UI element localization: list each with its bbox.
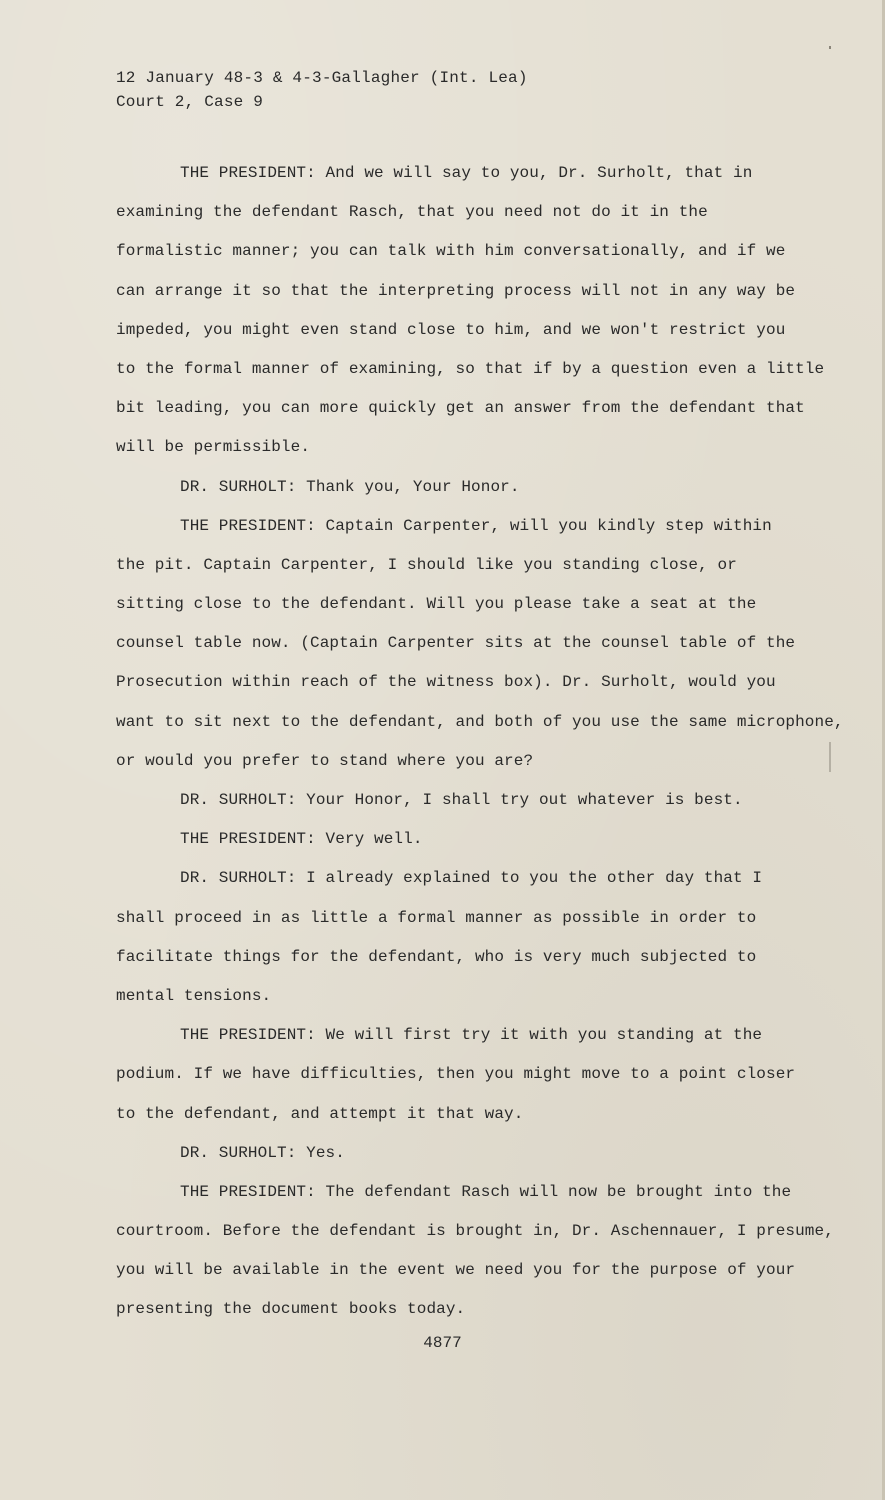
text-line: counsel table now. (Captain Carpenter sits at the counsel table of the [116,634,796,653]
text-line: mental tensions. [116,986,272,1005]
text-line: THE PRESIDENT: We will first try it with you standing at the [180,1026,763,1045]
text-line: THE PRESIDENT: Very well. [180,830,423,849]
document-header [116,66,528,114]
text-line: DR. SURHOLT: I already explained to you the other day that I [180,869,763,888]
text-line: the pit. Captain Carpenter, I should like you standing close, or [116,555,737,574]
paragraph [116,512,851,786]
text-line: to the formal manner of examining, so that if by a question even a little [116,359,825,378]
text-line: you will be available in the event we need you for the purpose of your [116,1261,796,1280]
margin-mark [829,46,831,49]
text-line: facilitate things for the defendant, who is very much subjected to [116,947,757,966]
text-line: presenting the document books today. [116,1300,466,1319]
transcript-body [116,159,851,1335]
text-line: examining the defendant Rasch, that you need not do it in the [116,203,708,222]
text-line: bit leading, you can more quickly get an answer from the defendant that [116,399,805,418]
text-line: will be permissible. [116,438,311,457]
paragraph [116,1021,851,1139]
text-line: or would you prefer to stand where you are? [116,751,534,770]
text-line: podium. If we have difficulties, then you might move to a point closer [116,1065,796,1084]
text-line: THE PRESIDENT: And we will say to you, Dr. Surholt, that in [180,164,753,182]
text-line: DR. SURHOLT: Your Honor, I shall try out whatever is best. [180,791,743,809]
text-line: DR. SURHOLT: Yes. [180,1143,345,1162]
page-number: 4877 [423,1334,462,1352]
paragraph [116,786,851,825]
text-line: courtroom. Before the defendant is brought in, Dr. Aschennauer, I presume, [116,1222,834,1241]
text-line: shall proceed in as little a formal manner as possible in order to [116,908,757,927]
text-line: sitting close to the defendant. Will you please take a seat at the [116,595,757,614]
paragraph [116,1178,851,1335]
margin-mark [829,742,831,772]
text-line: Prosecution within reach of the witness box). Dr. Surholt, would you [116,673,776,692]
text-line: can arrange it so that the interpreting process will not in any way be [116,281,796,300]
paragraph [116,473,851,512]
paragraph [116,159,851,473]
text-line: want to sit next to the defendant, and both of you use the same microphone, [116,712,844,731]
text-line: impeded, you might even stand close to him, and we won't restrict you [116,320,786,339]
paragraph [116,825,851,864]
text-line: formalistic manner; you can talk with him conversationally, and if we [116,242,786,261]
paragraph [116,1139,851,1178]
header-date-line: 12 January 48-3 & 4-3-Gallagher (Int. Lea) [116,69,528,87]
text-line: THE PRESIDENT: Captain Carpenter, will you kindly step within [180,516,772,535]
header-court-line: Court 2, Case 9 [116,93,264,111]
text-line: to the defendant, and attempt it that way. [116,1104,524,1123]
paragraph [116,864,851,1021]
text-line: DR. SURHOLT: Thank you, Your Honor. [180,477,520,496]
text-line: THE PRESIDENT: The defendant Rasch will now be brought into the [180,1182,792,1201]
